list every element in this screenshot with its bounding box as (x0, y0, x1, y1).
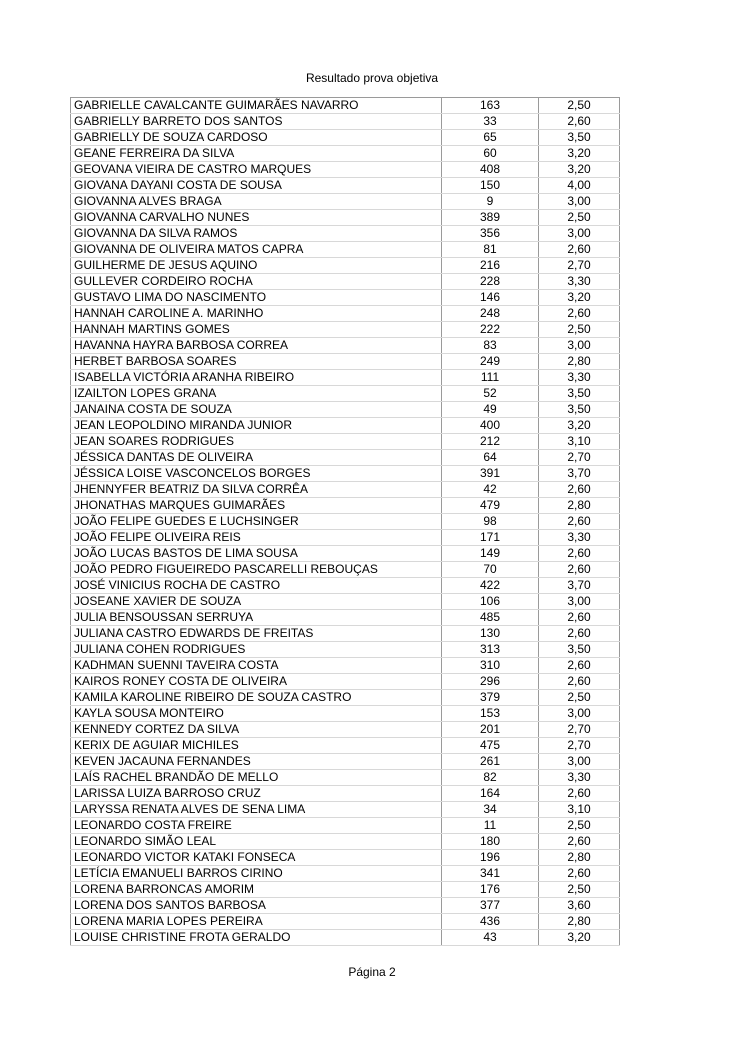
table-row (71, 258, 620, 274)
candidate-score-cell: 2,60 (539, 562, 620, 578)
candidate-number-cell: 479 (442, 498, 539, 514)
candidate-number-cell: 310 (442, 658, 539, 674)
candidate-name-cell: KAYLA SOUSA MONTEIRO (71, 706, 442, 722)
candidate-name-cell: JÉSSICA LOISE VASCONCELOS BORGES (71, 466, 442, 482)
candidate-number-cell: 171 (442, 530, 539, 546)
candidate-score-cell: 2,70 (539, 258, 620, 274)
table-row (71, 450, 620, 466)
candidate-name-cell: JOÃO PEDRO FIGUEIREDO PASCARELLI REBOUÇAS (71, 562, 442, 578)
candidate-name-cell: LOUISE CHRISTINE FROTA GERALDO (71, 930, 442, 946)
candidate-name-cell: GABRIELLY BARRETO DOS SANTOS (71, 114, 442, 130)
candidate-score-cell: 2,60 (539, 610, 620, 626)
candidate-score-cell: 3,50 (539, 130, 620, 146)
candidate-score-cell: 2,70 (539, 722, 620, 738)
table-row (71, 114, 620, 130)
candidate-name-cell: LEONARDO COSTA FREIRE (71, 818, 442, 834)
table-row (71, 498, 620, 514)
candidate-score-cell: 2,60 (539, 514, 620, 530)
candidate-name-cell: GUSTAVO LIMA DO NASCIMENTO (71, 290, 442, 306)
candidate-score-cell: 3,10 (539, 434, 620, 450)
table-row (71, 322, 620, 338)
table-row (71, 674, 620, 690)
table-row (71, 178, 620, 194)
table-row (71, 754, 620, 770)
candidate-score-cell: 2,60 (539, 658, 620, 674)
candidate-number-cell: 153 (442, 706, 539, 722)
candidate-name-cell: GABRIELLE CAVALCANTE GUIMARÃES NAVARRO (71, 98, 442, 114)
candidate-number-cell: 52 (442, 386, 539, 402)
candidate-score-cell: 3,30 (539, 370, 620, 386)
candidate-number-cell: 400 (442, 418, 539, 434)
candidate-number-cell: 9 (442, 194, 539, 210)
candidate-name-cell: JOSEANE XAVIER DE SOUZA (71, 594, 442, 610)
candidate-score-cell: 4,00 (539, 178, 620, 194)
candidate-name-cell: JEAN SOARES RODRIGUES (71, 434, 442, 450)
table-row (71, 610, 620, 626)
table-row (71, 466, 620, 482)
candidate-number-cell: 201 (442, 722, 539, 738)
candidate-score-cell: 3,50 (539, 642, 620, 658)
candidate-name-cell: KADHMAN SUENNI TAVEIRA COSTA (71, 658, 442, 674)
candidate-name-cell: HERBET BARBOSA SOARES (71, 354, 442, 370)
candidate-name-cell: ISABELLA VICTÓRIA ARANHA RIBEIRO (71, 370, 442, 386)
candidate-score-cell: 2,60 (539, 626, 620, 642)
candidate-name-cell: JHENNYFER BEATRIZ DA SILVA CORRÊA (71, 482, 442, 498)
candidate-score-cell: 3,00 (539, 754, 620, 770)
table-row (71, 354, 620, 370)
candidate-score-cell: 3,50 (539, 402, 620, 418)
candidate-name-cell: JOSÉ VINICIUS ROCHA DE CASTRO (71, 578, 442, 594)
candidate-number-cell: 83 (442, 338, 539, 354)
candidate-number-cell: 341 (442, 866, 539, 882)
candidate-score-cell: 2,60 (539, 242, 620, 258)
candidate-number-cell: 216 (442, 258, 539, 274)
table-row (71, 898, 620, 914)
candidate-number-cell: 485 (442, 610, 539, 626)
candidate-name-cell: JEAN LEOPOLDINO MIRANDA JUNIOR (71, 418, 442, 434)
table-row (71, 482, 620, 498)
candidate-number-cell: 261 (442, 754, 539, 770)
candidate-number-cell: 146 (442, 290, 539, 306)
candidate-score-cell: 2,60 (539, 866, 620, 882)
candidate-score-cell: 3,50 (539, 386, 620, 402)
candidate-number-cell: 130 (442, 626, 539, 642)
table-row (71, 162, 620, 178)
candidate-number-cell: 408 (442, 162, 539, 178)
table-row (71, 226, 620, 242)
candidate-score-cell: 2,70 (539, 450, 620, 466)
table-row (71, 386, 620, 402)
candidate-number-cell: 180 (442, 834, 539, 850)
results-table-body (71, 98, 620, 946)
candidate-number-cell: 196 (442, 850, 539, 866)
table-row (71, 370, 620, 386)
candidate-name-cell: KENNEDY CORTEZ DA SILVA (71, 722, 442, 738)
candidate-score-cell: 2,80 (539, 914, 620, 930)
results-table (70, 97, 620, 946)
candidate-score-cell: 3,10 (539, 802, 620, 818)
page-footer-number: Página 2 (348, 965, 396, 979)
candidate-number-cell: 356 (442, 226, 539, 242)
candidate-score-cell: 3,00 (539, 594, 620, 610)
candidate-name-cell: JOÃO FELIPE OLIVEIRA REIS (71, 530, 442, 546)
candidate-number-cell: 313 (442, 642, 539, 658)
candidate-number-cell: 49 (442, 402, 539, 418)
candidate-number-cell: 42 (442, 482, 539, 498)
candidate-score-cell: 3,00 (539, 706, 620, 722)
candidate-number-cell: 98 (442, 514, 539, 530)
candidate-number-cell: 296 (442, 674, 539, 690)
candidate-name-cell: LORENA BARRONCAS AMORIM (71, 882, 442, 898)
candidate-name-cell: LAÍS RACHEL BRANDÃO DE MELLO (71, 770, 442, 786)
candidate-score-cell: 3,30 (539, 530, 620, 546)
table-row (71, 98, 620, 114)
candidate-score-cell: 3,20 (539, 290, 620, 306)
table-row (71, 738, 620, 754)
table-row (71, 706, 620, 722)
candidate-name-cell: LORENA MARIA LOPES PEREIRA (71, 914, 442, 930)
candidate-name-cell: KEVEN JACAUNA FERNANDES (71, 754, 442, 770)
table-row (71, 882, 620, 898)
candidate-number-cell: 43 (442, 930, 539, 946)
candidate-name-cell: KAMILA KAROLINE RIBEIRO DE SOUZA CASTRO (71, 690, 442, 706)
table-row (71, 802, 620, 818)
table-row (71, 786, 620, 802)
candidate-name-cell: GIOVANNA DA SILVA RAMOS (71, 226, 442, 242)
candidate-score-cell: 2,60 (539, 546, 620, 562)
candidate-number-cell: 70 (442, 562, 539, 578)
table-row (71, 594, 620, 610)
table-row (71, 434, 620, 450)
candidate-name-cell: LEONARDO VICTOR KATAKI FONSECA (71, 850, 442, 866)
candidate-number-cell: 249 (442, 354, 539, 370)
page-header-title: Resultado prova objetiva (305, 71, 439, 85)
candidate-score-cell: 3,30 (539, 770, 620, 786)
table-row (71, 146, 620, 162)
candidate-name-cell: JULIA BENSOUSSAN SERRUYA (71, 610, 442, 626)
candidate-number-cell: 64 (442, 450, 539, 466)
table-row (71, 530, 620, 546)
candidate-number-cell: 164 (442, 786, 539, 802)
candidate-score-cell: 3,00 (539, 226, 620, 242)
table-row (71, 402, 620, 418)
candidate-name-cell: JÉSSICA DANTAS DE OLIVEIRA (71, 450, 442, 466)
candidate-number-cell: 149 (442, 546, 539, 562)
table-row (71, 914, 620, 930)
table-row (71, 274, 620, 290)
candidate-score-cell: 2,60 (539, 834, 620, 850)
candidate-name-cell: LARYSSA RENATA ALVES DE SENA LIMA (71, 802, 442, 818)
candidate-name-cell: GIOVANNA ALVES BRAGA (71, 194, 442, 210)
candidate-number-cell: 106 (442, 594, 539, 610)
candidate-number-cell: 222 (442, 322, 539, 338)
candidate-name-cell: GABRIELLY DE SOUZA CARDOSO (71, 130, 442, 146)
candidate-score-cell: 2,50 (539, 322, 620, 338)
candidate-score-cell: 3,70 (539, 466, 620, 482)
candidate-name-cell: KAIROS RONEY COSTA DE OLIVEIRA (71, 674, 442, 690)
table-row (71, 642, 620, 658)
table-row (71, 770, 620, 786)
candidate-score-cell: 2,80 (539, 354, 620, 370)
table-row (71, 578, 620, 594)
table-row (71, 866, 620, 882)
candidate-number-cell: 150 (442, 178, 539, 194)
candidate-number-cell: 436 (442, 914, 539, 930)
candidate-number-cell: 163 (442, 98, 539, 114)
candidate-name-cell: IZAILTON LOPES GRANA (71, 386, 442, 402)
candidate-name-cell: JULIANA COHEN RODRIGUES (71, 642, 442, 658)
candidate-number-cell: 248 (442, 306, 539, 322)
candidate-name-cell: LETÍCIA EMANUELI BARROS CIRINO (71, 866, 442, 882)
candidate-score-cell: 3,60 (539, 898, 620, 914)
table-row (71, 562, 620, 578)
table-row (71, 690, 620, 706)
candidate-number-cell: 212 (442, 434, 539, 450)
candidate-score-cell: 3,70 (539, 578, 620, 594)
candidate-score-cell: 2,50 (539, 98, 620, 114)
candidate-name-cell: JHONATHAS MARQUES GUIMARÃES (71, 498, 442, 514)
table-row (71, 818, 620, 834)
candidate-score-cell: 2,80 (539, 498, 620, 514)
candidate-name-cell: GIOVANNA DE OLIVEIRA MATOS CAPRA (71, 242, 442, 258)
table-row (71, 242, 620, 258)
candidate-score-cell: 2,50 (539, 882, 620, 898)
candidate-name-cell: JOÃO FELIPE GUEDES E LUCHSINGER (71, 514, 442, 530)
candidate-number-cell: 65 (442, 130, 539, 146)
candidate-name-cell: GULLEVER CORDEIRO ROCHA (71, 274, 442, 290)
candidate-name-cell: HANNAH MARTINS GOMES (71, 322, 442, 338)
candidate-name-cell: LEONARDO SIMÃO LEAL (71, 834, 442, 850)
candidate-score-cell: 2,80 (539, 850, 620, 866)
candidate-score-cell: 3,20 (539, 162, 620, 178)
candidate-number-cell: 176 (442, 882, 539, 898)
candidate-number-cell: 379 (442, 690, 539, 706)
candidate-name-cell: LORENA DOS SANTOS BARBOSA (71, 898, 442, 914)
candidate-score-cell: 2,60 (539, 786, 620, 802)
candidate-name-cell: JOÃO LUCAS BASTOS DE LIMA SOUSA (71, 546, 442, 562)
candidate-score-cell: 3,00 (539, 194, 620, 210)
candidate-score-cell: 3,20 (539, 418, 620, 434)
candidate-number-cell: 391 (442, 466, 539, 482)
candidate-name-cell: GEOVANA VIEIRA DE CASTRO MARQUES (71, 162, 442, 178)
table-row (71, 306, 620, 322)
candidate-name-cell: HANNAH CAROLINE A. MARINHO (71, 306, 442, 322)
candidate-score-cell: 3,20 (539, 930, 620, 946)
candidate-number-cell: 33 (442, 114, 539, 130)
candidate-number-cell: 11 (442, 818, 539, 834)
table-row (71, 290, 620, 306)
candidate-name-cell: HAVANNA HAYRA BARBOSA CORREA (71, 338, 442, 354)
candidate-name-cell: GIOVANA DAYANI COSTA DE SOUSA (71, 178, 442, 194)
candidate-score-cell: 2,60 (539, 114, 620, 130)
table-row (71, 546, 620, 562)
table-row (71, 338, 620, 354)
table-row (71, 130, 620, 146)
candidate-score-cell: 2,60 (539, 674, 620, 690)
candidate-name-cell: KERIX DE AGUIAR MICHILES (71, 738, 442, 754)
candidate-score-cell: 2,50 (539, 818, 620, 834)
candidate-score-cell: 3,20 (539, 146, 620, 162)
candidate-number-cell: 377 (442, 898, 539, 914)
candidate-score-cell: 2,60 (539, 482, 620, 498)
candidate-number-cell: 475 (442, 738, 539, 754)
candidate-number-cell: 389 (442, 210, 539, 226)
table-row (71, 658, 620, 674)
table-row (71, 722, 620, 738)
candidate-score-cell: 2,50 (539, 210, 620, 226)
candidate-number-cell: 34 (442, 802, 539, 818)
candidate-name-cell: LARISSA LUIZA BARROSO CRUZ (71, 786, 442, 802)
table-row (71, 514, 620, 530)
table-row (71, 194, 620, 210)
candidate-name-cell: GUILHERME DE JESUS AQUINO (71, 258, 442, 274)
candidate-score-cell: 2,70 (539, 738, 620, 754)
candidate-name-cell: JULIANA CASTRO EDWARDS DE FREITAS (71, 626, 442, 642)
candidate-score-cell: 3,00 (539, 338, 620, 354)
table-row (71, 210, 620, 226)
candidate-number-cell: 422 (442, 578, 539, 594)
candidate-name-cell: JANAINA COSTA DE SOUZA (71, 402, 442, 418)
table-row (71, 930, 620, 946)
candidate-number-cell: 228 (442, 274, 539, 290)
table-row (71, 850, 620, 866)
candidate-number-cell: 111 (442, 370, 539, 386)
candidate-score-cell: 2,50 (539, 690, 620, 706)
candidate-number-cell: 82 (442, 770, 539, 786)
table-row (71, 834, 620, 850)
candidate-name-cell: GEANE FERREIRA DA SILVA (71, 146, 442, 162)
candidate-score-cell: 3,30 (539, 274, 620, 290)
table-row (71, 626, 620, 642)
candidate-number-cell: 81 (442, 242, 539, 258)
candidate-number-cell: 60 (442, 146, 539, 162)
table-row (71, 418, 620, 434)
candidate-score-cell: 2,60 (539, 306, 620, 322)
candidate-name-cell: GIOVANNA CARVALHO NUNES (71, 210, 442, 226)
